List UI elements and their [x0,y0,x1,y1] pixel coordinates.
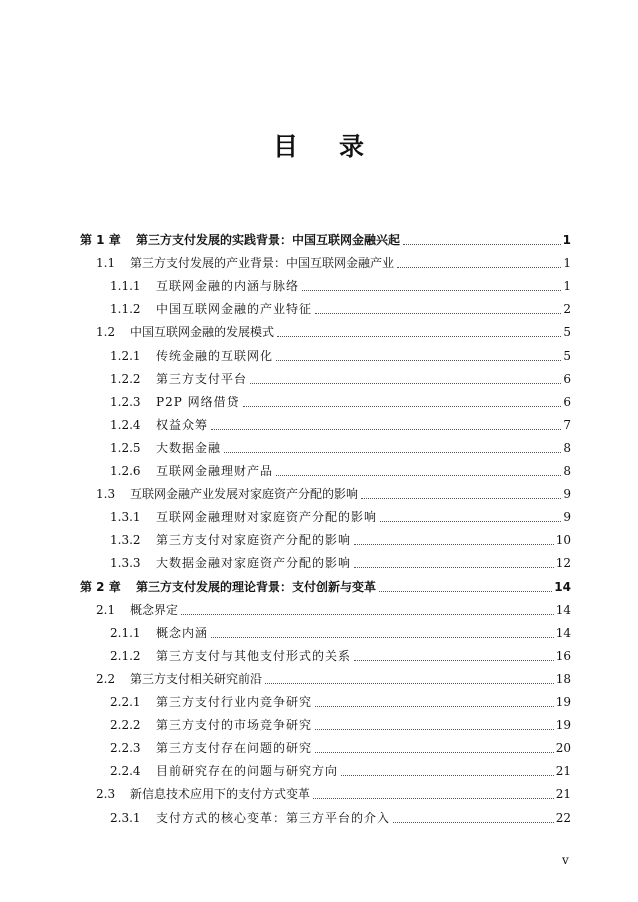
toc-entry-number: 1.3.1 [110,510,141,525]
toc-entry[interactable] [110,734,571,756]
toc-dot-leader [224,442,561,453]
toc-entry[interactable] [110,434,571,456]
toc-entry-title: 第三方支付发展的产业背景：中国互联网金融产业 [130,256,395,271]
toc-entry-title: 中国互联网金融的发展模式 [130,325,275,340]
toc-entry-number: 2.2.3 [110,741,141,756]
toc-entry-title: P2P 网络借贷 [156,394,240,409]
toc-entry[interactable] [110,688,571,710]
toc-entry-number: 1.2.4 [110,417,141,432]
toc-entry-number: 2.1 [96,602,116,617]
toc-dot-leader [315,742,554,753]
toc-dot-leader [315,696,554,707]
toc-dot-leader [243,396,561,407]
toc-dot-leader [181,604,554,615]
toc-entry-title: 第三方支付的市场竞争研究 [156,718,313,733]
toc-entry[interactable] [110,365,571,387]
toc-entry[interactable] [110,272,571,294]
toc-dot-leader [211,419,561,430]
toc-entry-number: 1.1 [96,256,116,271]
toc-entry-number: 2.2.1 [110,695,141,709]
toc-dot-leader [211,627,554,638]
toc-entry[interactable] [96,596,571,618]
toc-entry-title: 第三方支付平台 [156,371,248,386]
toc-entry-page: 7 [563,417,571,432]
toc-entry-page: 14 [555,625,571,640]
toc-entry-title: 大数据金融 [156,440,222,455]
toc-entry-page: 1 [563,256,571,271]
toc-entry[interactable] [110,295,571,317]
toc-entry-number: 2.1.1 [110,625,141,640]
toc-entry-page: 6 [563,394,571,409]
toc-entry[interactable] [110,757,571,779]
toc-entry-page: 19 [555,695,571,709]
toc-dot-leader [313,788,554,799]
toc-entry-title: 中国互联网金融的产业特征 [156,302,313,317]
toc-dot-leader [354,557,554,568]
toc-entry-page: 16 [555,648,571,663]
toc-entry-title: 第三方支付相关研究前沿 [130,671,263,686]
toc-entry[interactable] [110,549,571,571]
toc-entry-number: 2.3.1 [110,810,141,825]
toc-dot-leader [276,465,561,476]
toc-entry-page: 21 [555,764,571,779]
toc-entry-page: 14 [554,579,571,594]
toc-entry-number: 1.2.5 [110,440,141,455]
toc-entry-title: 第三方支付发展的实践背景：中国互联网金融兴起 [136,233,401,247]
toc-entry-title: 新信息技术应用下的支付方式变革 [130,787,311,802]
toc-entry-page: 8 [563,440,571,455]
toc-entry[interactable] [96,665,571,687]
toc-entry-page: 9 [563,487,571,502]
toc-entry-number: 2.3 [96,787,116,802]
toc-entry-number: 1.3.3 [110,556,141,571]
toc-entry[interactable] [96,480,571,502]
toc-entry-page: 9 [563,510,571,525]
toc-dot-leader [265,673,554,684]
toc-entry[interactable] [110,804,571,826]
toc-entry-title: 传统金融的互联网化 [156,348,274,363]
toc-entry-number: 1.2.6 [110,464,141,478]
toc-entry-title: 目前研究存在的问题与研究方向 [156,764,339,779]
toc-entry-page: 12 [555,556,571,571]
toc-entry-title: 互联网金融理财对家庭资产分配的影响 [156,510,378,525]
toc-entry-number: 2.2.4 [110,764,141,779]
toc-dot-leader [354,534,554,545]
toc-dot-leader [315,719,554,730]
toc-entry[interactable] [110,619,571,641]
toc-entry[interactable] [110,457,571,479]
toc-dot-leader [380,511,561,522]
toc-dot-leader [250,373,561,384]
toc-entry-number: 1.2.1 [110,348,141,363]
page-number-footer: v [562,853,569,867]
toc-entry-page: 14 [555,602,571,617]
toc-entry-number: 1.3 [96,487,116,502]
toc-entry-number: 1.2 [96,325,116,340]
toc-entry-page: 8 [563,464,571,478]
toc-entry-title: 第三方支付与其他支付形式的关系 [156,648,352,663]
toc-entry-page: 22 [555,810,571,825]
toc-entry-number: 2.2 [96,671,116,686]
toc-dot-leader [315,303,561,314]
toc-entry-page: 6 [563,371,571,386]
toc-entry-number: 第 2 章 [80,579,121,594]
toc-entry-number: 2.1.2 [110,648,141,663]
toc-entry-number: 1.1.2 [110,302,141,317]
toc-entry[interactable] [96,249,571,271]
toc-title-char-2: 录 [339,132,366,161]
toc-dot-leader [341,765,554,776]
toc-entry-title: 互联网金融产业发展对家庭资产分配的影响 [130,487,359,502]
toc-entry-title: 第三方支付对家庭资产分配的影响 [156,533,352,548]
toc-entry[interactable] [96,780,571,802]
toc-entry-page: 19 [555,718,571,733]
toc-entry-title: 概念内涵 [156,625,209,640]
toc-dot-leader [302,280,561,291]
toc-entry[interactable] [110,503,571,525]
toc-entry-title: 互联网金融理财产品 [156,464,274,478]
toc-entry-number: 1.1.1 [110,279,141,294]
toc-entry[interactable] [110,711,571,733]
toc-entry-page: 21 [555,787,571,802]
toc-entry-number: 2.2.2 [110,718,141,733]
toc-entry-page: 5 [563,325,571,340]
toc-entry[interactable] [110,388,571,410]
toc-entry-number: 1.3.2 [110,533,141,548]
toc-dot-leader [276,350,561,361]
toc-entry-number: 1.2.2 [110,371,141,386]
toc-entry[interactable] [80,573,571,595]
toc-dot-leader [277,326,561,337]
toc-entry[interactable] [96,318,571,340]
toc-entry-title: 概念界定 [130,602,179,617]
toc-entry-title: 第三方支付行业内竞争研究 [156,695,313,709]
toc-dot-leader [393,812,554,823]
toc-entry[interactable] [110,526,571,548]
toc-entry-number: 1.2.3 [110,394,141,409]
toc-entry[interactable] [110,642,571,664]
toc-entry-page: 2 [563,302,571,317]
toc-entry[interactable] [110,342,571,364]
toc-entry-title: 支付方式的核心变革：第三方平台的介入 [156,810,391,825]
toc-entry-page: 1 [563,279,571,294]
toc-dot-leader [354,650,554,661]
toc-entry-page: 18 [555,671,571,686]
toc-title [0,127,638,163]
toc-dot-leader [397,257,561,268]
toc-entry-title: 权益众筹 [156,417,209,432]
toc-entry-page: 10 [555,533,571,548]
toc-entry-title: 第三方支付存在问题的研究 [156,741,313,756]
toc-entry-title: 大数据金融对家庭资产分配的影响 [156,556,352,571]
toc-entry-title: 第三方支付发展的理论背景：支付创新与变革 [136,579,377,594]
toc-entry-page: 1 [562,233,571,247]
toc-entry-page: 20 [555,741,571,756]
toc-entry[interactable] [80,226,571,248]
toc-entry-number: 第 1 章 [80,233,121,247]
toc-dot-leader [379,581,552,592]
toc-entry[interactable] [110,411,571,433]
toc-dot-leader [361,488,561,499]
toc-entry-title: 互联网金融的内涵与脉络 [156,279,300,294]
toc-title-char-1: 目 [272,132,299,161]
toc-entry-page: 5 [563,348,571,363]
toc-dot-leader [403,234,561,245]
